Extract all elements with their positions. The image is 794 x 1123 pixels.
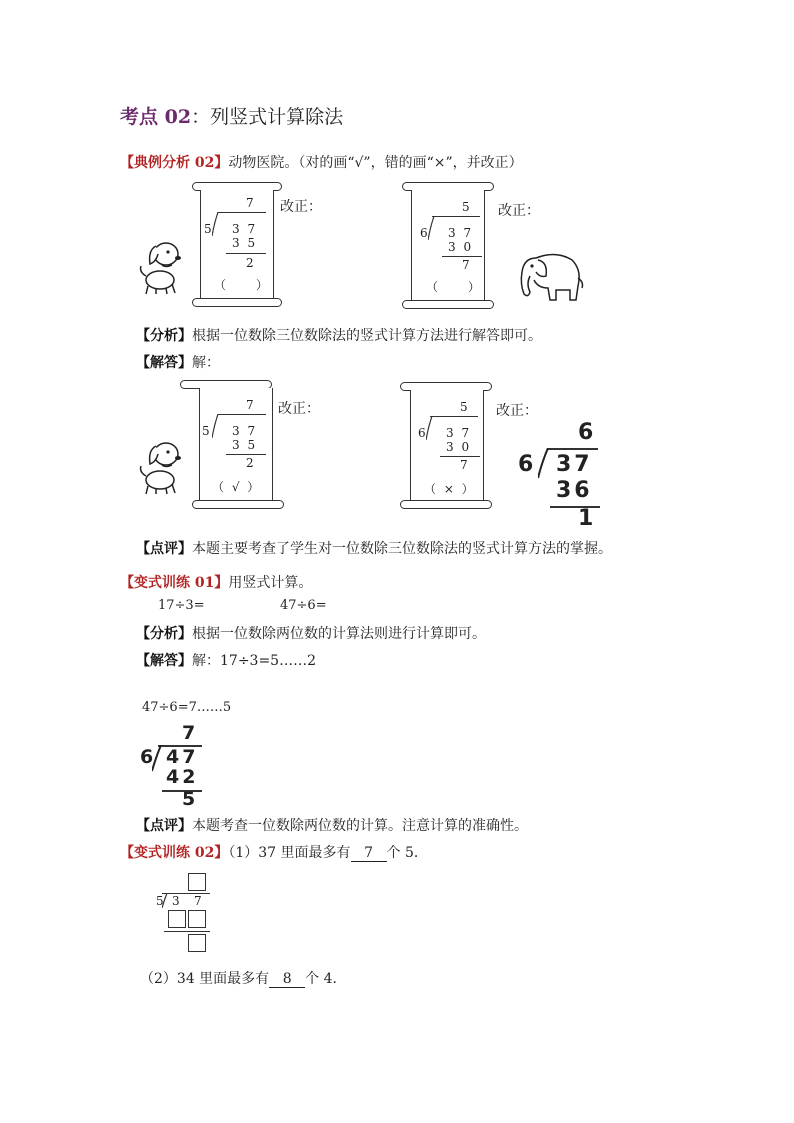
right-bracket: [428, 216, 438, 242]
example-analysis: [136, 325, 542, 345]
page-title: [120, 102, 343, 129]
correction-bracket: [538, 448, 552, 480]
left-quotient: 7: [246, 196, 256, 210]
analysis-text: 根据一位数除三位数除法的竖式计算方法进行解答即可。: [192, 328, 542, 344]
example-tag: 【典例分析 02】: [120, 155, 229, 171]
left-fix-label: 改正：: [280, 199, 322, 215]
practice1-comment-tag: 【点评】: [136, 818, 192, 834]
practice1-solution2: 47÷6=7……5: [142, 700, 232, 715]
practice2-q2-pre: （2）34 里面最多有: [140, 971, 270, 987]
right-dividend: 3 7: [448, 226, 474, 240]
practice1-analysis-tag: 【分析】: [136, 626, 192, 642]
practice2-q1-answer: 7: [351, 845, 387, 862]
practice1-solution: [136, 650, 316, 670]
solution-text: 解：: [192, 355, 220, 371]
right-sub-line: [442, 256, 482, 257]
title-num: 02: [164, 106, 192, 128]
practice1-q1: 17÷3=: [158, 598, 205, 613]
practice2-q2: [140, 968, 347, 988]
left2-divisor: 5: [202, 424, 212, 438]
left-dividend: 3 7: [232, 222, 258, 236]
left-rem: 2: [246, 256, 256, 270]
example-header: [120, 152, 523, 172]
practice2-q1: [120, 842, 428, 862]
p1-bracket: [152, 745, 164, 773]
example-comment: [136, 538, 612, 558]
left2-answer: （ √ ）: [212, 480, 262, 494]
practice1-text: 用竖式计算。: [228, 575, 313, 591]
elephant-icon: [516, 248, 586, 308]
practice1-analysis-text: 根据一位数除两位数的计算法则进行计算即可。: [192, 626, 486, 642]
left2-quotient: 7: [246, 398, 256, 412]
answer-box-sub-tens: [168, 910, 186, 928]
right-quotient: 5: [462, 200, 472, 214]
example-text: 动物医院。（对的画“√”，错的画“×”，并改正）: [228, 155, 523, 171]
left2-division-bar: [218, 414, 266, 415]
box-bracket: [162, 893, 170, 909]
correction-divisor: 6: [518, 452, 537, 477]
right2-bracket: [426, 416, 436, 442]
left-sub: 3 5: [232, 236, 258, 250]
dog-icon: [136, 236, 188, 300]
practice1-analysis: [136, 623, 486, 643]
answer-box-remainder: [188, 934, 206, 952]
right-answer: （ ）: [426, 280, 483, 294]
p1-divisor: 6: [140, 746, 157, 768]
practice2-q1-post: 个 5．: [386, 845, 428, 861]
left2-sub: 3 5: [232, 438, 258, 452]
left-divisor: 5: [204, 222, 214, 236]
practice1-solution-text: 解：17÷3=5……2: [192, 653, 316, 669]
scroll-rod-bottom-left: [192, 298, 282, 307]
left-bracket: [212, 212, 222, 238]
scroll-rod-bottom-left-2: [192, 500, 284, 509]
practice2-tag: 【变式训练 02】: [120, 845, 229, 861]
right2-quotient: 5: [460, 400, 470, 414]
scroll-rod-bottom-right: [402, 300, 494, 309]
right2-answer: （ × ）: [424, 482, 476, 496]
left-sub-line: [226, 253, 266, 254]
left2-dividend: 3 7: [232, 424, 258, 438]
practice1-comment: [136, 815, 528, 835]
right-division-bar: [432, 216, 480, 217]
scroll-rod-bottom-right-2: [400, 500, 492, 509]
correction-rem: 1: [578, 506, 597, 531]
right-rem: 7: [462, 258, 472, 272]
comment-tag: 【点评】: [136, 541, 192, 557]
right2-divisor: 6: [418, 426, 428, 440]
practice1-tag: 【变式训练 01】: [120, 575, 229, 591]
practice1-comment-text: 本题考查一位数除两位数的计算。注意计算的准确性。: [192, 818, 528, 834]
example-solution: [136, 352, 220, 372]
correction-sub: 36: [556, 478, 593, 503]
comment-text: 本题主要考查了学生对一位数除三位数除法的竖式计算方法的掌握。: [192, 541, 612, 557]
right2-dividend: 3 7: [446, 426, 472, 440]
title-rest: ：列竖式计算除法: [191, 106, 344, 128]
answer-box-quotient: [188, 873, 206, 891]
right-fix-label: 改正：: [498, 203, 540, 219]
analysis-tag: 【分析】: [136, 328, 192, 344]
left-division-bar: [218, 212, 266, 213]
p1-sub: 42: [166, 766, 199, 788]
solution-tag: 【解答】: [136, 355, 192, 371]
box-divisor: 5: [156, 894, 164, 908]
correction-bar: [548, 448, 598, 450]
right-sub: 3 0: [448, 240, 474, 254]
title-prefix: 考点: [120, 106, 165, 128]
p1-rem: 5: [182, 788, 199, 810]
answer-box-sub-ones: [188, 910, 206, 928]
left2-bracket: [212, 414, 222, 440]
dog-icon: [136, 436, 188, 500]
box-dividend-tens: 3: [172, 894, 180, 908]
box-dividend-ones: 7: [194, 894, 202, 908]
practice1-solution-tag: 【解答】: [136, 653, 192, 669]
practice2-q1-pre: （1）37 里面最多有: [228, 845, 351, 861]
practice2-q2-post: 个 4．: [305, 971, 347, 987]
right2-sub-line: [440, 456, 480, 457]
left2-fix-label: 改正：: [278, 401, 320, 417]
box-sub-line: [164, 931, 210, 932]
left2-sub-line: [226, 454, 266, 455]
left2-rem: 2: [246, 456, 256, 470]
right2-sub: 3 0: [446, 440, 472, 454]
p1-dividend: 47: [166, 746, 199, 768]
practice1-q2: 47÷6=: [280, 598, 327, 613]
p1-quotient: 7: [182, 722, 199, 744]
right2-division-bar: [430, 416, 478, 417]
practice2-q2-answer: 8: [269, 971, 305, 988]
left-answer: （ ）: [214, 278, 271, 292]
right2-fix-label: 改正：: [496, 403, 538, 419]
correction-dividend: 37: [556, 452, 593, 477]
right2-rem: 7: [460, 458, 470, 472]
correction-quotient: 6: [578, 420, 597, 445]
practice1-header: [120, 572, 312, 592]
right-divisor: 6: [420, 226, 430, 240]
